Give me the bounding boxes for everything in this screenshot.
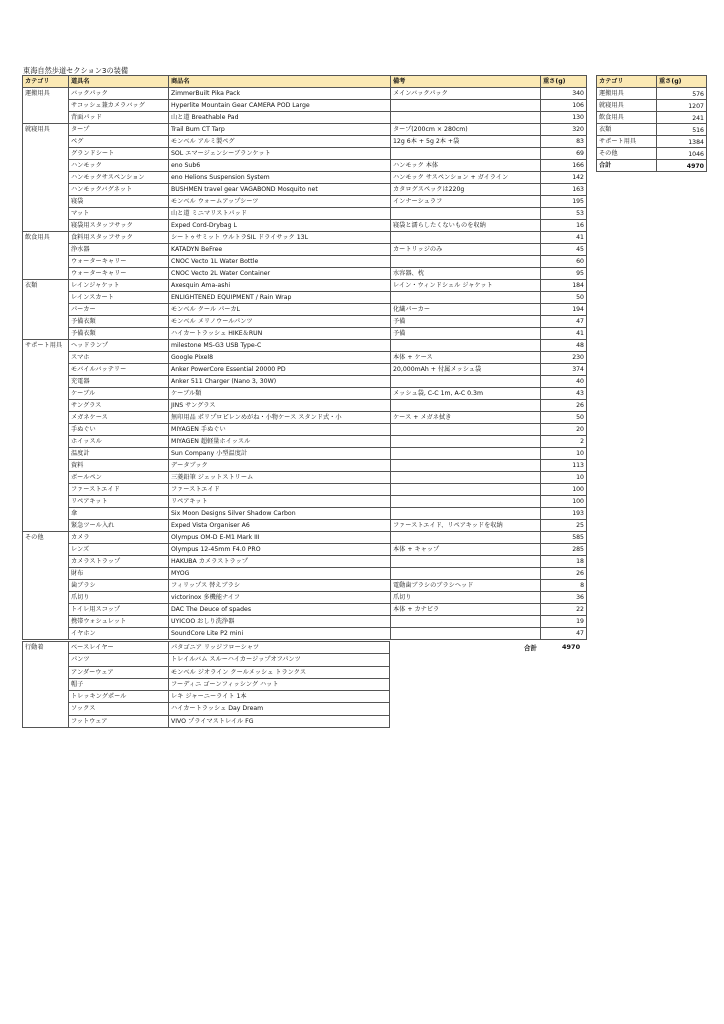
wear-row: [23, 666, 390, 678]
wear-product-cell: レキ ジャーニーライト 1本: [169, 691, 390, 703]
product-cell: 無印用品 ポリプロピレンめがね・小物ケース スタンド式・小: [169, 412, 391, 424]
product-cell: MYOG: [169, 568, 391, 580]
item-cell: 食料用スタッフサック: [69, 232, 169, 244]
weight-cell: 585: [541, 532, 587, 544]
summary-category-cell: サポート用具: [597, 136, 657, 148]
gear-table: [22, 75, 587, 640]
item-cell: レンズ: [69, 544, 169, 556]
note-cell: [391, 448, 541, 460]
weight-cell: 10: [541, 448, 587, 460]
product-cell: Six Moon Designs Silver Shadow Carbon: [169, 508, 391, 520]
weight-cell: 230: [541, 352, 587, 364]
table-row: [23, 604, 587, 616]
summary-weight-cell: 516: [657, 124, 707, 136]
note-cell: 水容器、枕: [391, 268, 541, 280]
table-row: [23, 196, 587, 208]
note-cell: タープ(200cm × 280cm): [391, 124, 541, 136]
note-cell: [391, 556, 541, 568]
gear-table-body: [23, 88, 587, 640]
category-cell: サポート用具: [23, 340, 69, 532]
product-cell: BUSHMEN travel gear VAGABOND Mosquito net: [169, 184, 391, 196]
item-cell: ウォーターキャリー: [69, 256, 169, 268]
table-row: [23, 484, 587, 496]
product-cell: 三菱鉛筆 ジェットストリーム: [169, 472, 391, 484]
table-row: [23, 508, 587, 520]
note-cell: ファーストエイド、リペアキッドを収納: [391, 520, 541, 532]
item-cell: モバイルバッテリー: [69, 364, 169, 376]
item-cell: 携帯ウォシュレット: [69, 616, 169, 628]
header-note: 備考: [391, 76, 541, 88]
weight-cell: 22: [541, 604, 587, 616]
item-cell: 傘: [69, 508, 169, 520]
product-cell: 山と道 Breathable Pad: [169, 112, 391, 124]
wear-row: [23, 678, 390, 690]
note-cell: [391, 292, 541, 304]
item-cell: カメラストラップ: [69, 556, 169, 568]
summary-weight-cell: 576: [657, 88, 707, 100]
note-cell: [391, 508, 541, 520]
table-row: [23, 520, 587, 532]
item-cell: 資料: [69, 460, 169, 472]
item-cell: ハンモックサスペンション: [69, 172, 169, 184]
note-cell: [391, 496, 541, 508]
weight-cell: 142: [541, 172, 587, 184]
header-weight: 重さ(g): [541, 76, 587, 88]
wear-product-cell: ハイカートラッシュ Day Dream: [169, 703, 390, 715]
summary-weight-cell: 4970: [657, 160, 707, 172]
wear-item-cell: トレッキングポール: [69, 691, 169, 703]
weight-cell: 50: [541, 412, 587, 424]
item-cell: ハンモックバグネット: [69, 184, 169, 196]
note-cell: 化繊パーカー: [391, 304, 541, 316]
note-cell: 予備: [391, 328, 541, 340]
weight-cell: 100: [541, 496, 587, 508]
wear-product-cell: モンベル ジオライン クールメッシュ トランクス: [169, 666, 390, 678]
weight-cell: 36: [541, 592, 587, 604]
summary-weight-cell: 1384: [657, 136, 707, 148]
wear-item-cell: 帽子: [69, 678, 169, 690]
item-cell: スマホ: [69, 352, 169, 364]
table-row: [23, 172, 587, 184]
note-cell: [391, 484, 541, 496]
note-cell: [391, 568, 541, 580]
summary-weight-cell: 241: [657, 112, 707, 124]
product-cell: CNOC Vecto 1L Water Bottle: [169, 256, 391, 268]
table-row: [23, 112, 587, 124]
wear-table: [22, 641, 390, 728]
product-cell: eno Helions Suspension System: [169, 172, 391, 184]
item-cell: サングラス: [69, 400, 169, 412]
table-row: [23, 460, 587, 472]
note-cell: [391, 472, 541, 484]
table-row: [23, 328, 587, 340]
note-cell: [391, 460, 541, 472]
product-cell: ファーストエイド: [169, 484, 391, 496]
table-row: [23, 424, 587, 436]
wear-row: [23, 654, 390, 666]
item-cell: ケーブル: [69, 388, 169, 400]
note-cell: カートリッジのみ: [391, 244, 541, 256]
table-row: [23, 244, 587, 256]
table-row: [23, 280, 587, 292]
note-cell: [391, 376, 541, 388]
wear-item-cell: フットウェア: [69, 715, 169, 727]
weight-cell: 106: [541, 100, 587, 112]
product-cell: Exped Vista Organiser A6: [169, 520, 391, 532]
item-cell: ハンモック: [69, 160, 169, 172]
product-cell: Olympus OM-D E-M1 Mark III: [169, 532, 391, 544]
summary-header-category: カテゴリ: [597, 76, 657, 88]
table-row: [23, 100, 587, 112]
item-cell: リペアキット: [69, 496, 169, 508]
summary-row: [597, 148, 707, 160]
weight-cell: 83: [541, 136, 587, 148]
product-cell: フィリップス 替えブラシ: [169, 580, 391, 592]
weight-cell: 285: [541, 544, 587, 556]
weight-cell: 41: [541, 232, 587, 244]
summary-row: [597, 112, 707, 124]
note-cell: 本体 + キャップ: [391, 544, 541, 556]
weight-cell: 10: [541, 472, 587, 484]
item-cell: バックパック: [69, 88, 169, 100]
item-cell: イヤホン: [69, 628, 169, 640]
item-cell: 財布: [69, 568, 169, 580]
item-cell: 寝袋用スタッフサック: [69, 220, 169, 232]
weight-cell: 8: [541, 580, 587, 592]
weight-cell: 195: [541, 196, 587, 208]
table-row: [23, 436, 587, 448]
summary-category-cell: 飲食用具: [597, 112, 657, 124]
product-cell: milestone MS-G3 USB Type-C: [169, 340, 391, 352]
weight-cell: 40: [541, 376, 587, 388]
product-cell: Olympus 12-45mm F4.0 PRO: [169, 544, 391, 556]
weight-cell: 130: [541, 112, 587, 124]
weight-cell: 45: [541, 244, 587, 256]
table-row: [23, 388, 587, 400]
product-cell: Hyperlite Mountain Gear CAMERA POD Large: [169, 100, 391, 112]
product-cell: ハイカートラッシュ HIKE＆RUN: [169, 328, 391, 340]
product-cell: Sun Company 小型温度計: [169, 448, 391, 460]
note-cell: 本体 + カナビラ: [391, 604, 541, 616]
note-cell: [391, 436, 541, 448]
summary-row: [597, 136, 707, 148]
note-cell: ハンモック 本体: [391, 160, 541, 172]
product-cell: victorinox 多機能ナイフ: [169, 592, 391, 604]
table-row: [23, 316, 587, 328]
category-cell: その他: [23, 532, 69, 640]
weight-cell: 193: [541, 508, 587, 520]
product-cell: モンベル ウォームアップシーツ: [169, 196, 391, 208]
table-row: [23, 124, 587, 136]
item-cell: サコッシュ兼カメラバッグ: [69, 100, 169, 112]
summary-weight-cell: 1046: [657, 148, 707, 160]
table-row: [23, 472, 587, 484]
product-cell: Trail Bum CT Tarp: [169, 124, 391, 136]
note-cell: 予備: [391, 316, 541, 328]
table-row: [23, 88, 587, 100]
table-row: [23, 364, 587, 376]
wear-product-cell: トレイルバム スルーハイカージップオフパンツ: [169, 654, 390, 666]
product-cell: Exped Cord-Drybag L: [169, 220, 391, 232]
product-cell: JINS サングラス: [169, 400, 391, 412]
gear-table-header: [23, 76, 587, 88]
table-row: [23, 340, 587, 352]
weight-cell: 18: [541, 556, 587, 568]
item-cell: ウォーターキャリー: [69, 268, 169, 280]
item-cell: 充電器: [69, 376, 169, 388]
weight-cell: 60: [541, 256, 587, 268]
weight-cell: 16: [541, 220, 587, 232]
summary-category-cell: 就寝用具: [597, 100, 657, 112]
table-row: [23, 616, 587, 628]
product-cell: ZimmerBuilt Pika Pack: [169, 88, 391, 100]
wear-product-cell: VIVO プライマストレイル FG: [169, 715, 390, 727]
weight-cell: 48: [541, 340, 587, 352]
wear-row: [23, 642, 390, 654]
item-cell: ファーストエイド: [69, 484, 169, 496]
summary-row: [597, 124, 707, 136]
table-row: [23, 220, 587, 232]
sheet-title: 東海自然歩道セクション3の装備: [23, 66, 129, 75]
product-cell: ケーブル類: [169, 388, 391, 400]
item-cell: カメラ: [69, 532, 169, 544]
product-cell: MIYAGEN 超軽量ホイッスル: [169, 436, 391, 448]
category-cell: 衣類: [23, 280, 69, 340]
wear-row: [23, 703, 390, 715]
summary-header: [597, 76, 707, 88]
table-row: [23, 544, 587, 556]
note-cell: 爪切り: [391, 592, 541, 604]
product-cell: Anker 511 Charger (Nano 3, 30W): [169, 376, 391, 388]
item-cell: ペグ: [69, 136, 169, 148]
note-cell: ケース + メガネ拭き: [391, 412, 541, 424]
item-cell: レインスカート: [69, 292, 169, 304]
table-row: [23, 448, 587, 460]
weight-cell: 374: [541, 364, 587, 376]
note-cell: 20,000mAh + 付属メッシュ袋: [391, 364, 541, 376]
table-row: [23, 580, 587, 592]
product-cell: DAC The Deuce of spades: [169, 604, 391, 616]
item-cell: 予備衣類: [69, 316, 169, 328]
category-cell: 就寝用具: [23, 124, 69, 232]
table-row: [23, 628, 587, 640]
note-cell: [391, 100, 541, 112]
item-cell: タープ: [69, 124, 169, 136]
weight-cell: 43: [541, 388, 587, 400]
note-cell: [391, 424, 541, 436]
item-cell: 緊急ツール入れ: [69, 520, 169, 532]
weight-cell: 113: [541, 460, 587, 472]
note-cell: 12g 6本 + 5g 2本 +袋: [391, 136, 541, 148]
category-cell: 運搬用具: [23, 88, 69, 124]
item-cell: グランドシート: [69, 148, 169, 160]
table-row: [23, 376, 587, 388]
note-cell: ハンモック サスペンション + ガイライン: [391, 172, 541, 184]
item-cell: 背面パッド: [69, 112, 169, 124]
item-cell: 浄水器: [69, 244, 169, 256]
item-cell: 温度計: [69, 448, 169, 460]
header-item: 道具名: [69, 76, 169, 88]
product-cell: KATADYN BeFree: [169, 244, 391, 256]
header-product: 商品名: [169, 76, 391, 88]
table-row: [23, 412, 587, 424]
product-cell: SoundCore Lite P2 mini: [169, 628, 391, 640]
weight-cell: 340: [541, 88, 587, 100]
summary-table: [596, 75, 707, 172]
product-cell: モンベル クール パーカL: [169, 304, 391, 316]
table-row: [23, 496, 587, 508]
summary-row: [597, 88, 707, 100]
weight-cell: 47: [541, 316, 587, 328]
note-cell: メインバックパック: [391, 88, 541, 100]
wear-item-cell: ベースレイヤー: [69, 642, 169, 654]
table-row: [23, 184, 587, 196]
item-cell: ヘッドランプ: [69, 340, 169, 352]
product-cell: ENLIGHTENED EQUIPMENT / Rain Wrap: [169, 292, 391, 304]
wear-item-cell: ソックス: [69, 703, 169, 715]
weight-cell: 163: [541, 184, 587, 196]
table-row: [23, 568, 587, 580]
weight-cell: 194: [541, 304, 587, 316]
product-cell: CNOC Vecto 2L Water Container: [169, 268, 391, 280]
note-cell: 寝袋と濡らしたくないものを収納: [391, 220, 541, 232]
item-cell: 爪切り: [69, 592, 169, 604]
note-cell: メッシュ袋, C-C 1m, A-C 0.3m: [391, 388, 541, 400]
wear-item-cell: パンツ: [69, 654, 169, 666]
summary-row: [597, 100, 707, 112]
wear-row: [23, 691, 390, 703]
weight-cell: 50: [541, 292, 587, 304]
note-cell: インナーシュラフ: [391, 196, 541, 208]
table-row: [23, 256, 587, 268]
note-cell: カタログスペックは220g: [391, 184, 541, 196]
item-cell: レインジャケット: [69, 280, 169, 292]
weight-cell: 100: [541, 484, 587, 496]
item-cell: 寝袋: [69, 196, 169, 208]
item-cell: トイレ用スコップ: [69, 604, 169, 616]
weight-cell: 19: [541, 616, 587, 628]
weight-cell: 25: [541, 520, 587, 532]
table-row: [23, 532, 587, 544]
product-cell: Anker PowerCore Essential 20000 PD: [169, 364, 391, 376]
summary-category-cell: 衣類: [597, 124, 657, 136]
wear-table-body: [23, 642, 390, 728]
note-cell: [391, 256, 541, 268]
item-cell: 手ぬぐい: [69, 424, 169, 436]
item-cell: パーカー: [69, 304, 169, 316]
grand-total-label: 合計: [524, 644, 537, 652]
summary-weight-cell: 1207: [657, 100, 707, 112]
weight-cell: 53: [541, 208, 587, 220]
product-cell: データブック: [169, 460, 391, 472]
table-row: [23, 268, 587, 280]
item-cell: ホイッスル: [69, 436, 169, 448]
grand-total-value: 4970: [562, 643, 581, 651]
table-row: [23, 136, 587, 148]
note-cell: [391, 208, 541, 220]
note-cell: [391, 532, 541, 544]
weight-cell: 320: [541, 124, 587, 136]
category-cell: 飲食用具: [23, 232, 69, 280]
weight-cell: 26: [541, 400, 587, 412]
wear-product-cell: パタゴニア リッジフローシャツ: [169, 642, 390, 654]
note-cell: [391, 616, 541, 628]
table-row: [23, 292, 587, 304]
note-cell: 電動歯ブラシのブラシヘッド: [391, 580, 541, 592]
weight-cell: 20: [541, 424, 587, 436]
item-cell: 予備衣類: [69, 328, 169, 340]
weight-cell: 2: [541, 436, 587, 448]
table-row: [23, 592, 587, 604]
item-cell: 歯ブラシ: [69, 580, 169, 592]
summary-category-cell: その他: [597, 148, 657, 160]
product-cell: モンベル アルミ製ペグ: [169, 136, 391, 148]
item-cell: ボールペン: [69, 472, 169, 484]
product-cell: 山と道 ミニマリストパッド: [169, 208, 391, 220]
product-cell: SOL エマージェンシーブランケット: [169, 148, 391, 160]
header-category: カテゴリ: [23, 76, 69, 88]
weight-cell: 26: [541, 568, 587, 580]
product-cell: MIYAGEN 手ぬぐい: [169, 424, 391, 436]
weight-cell: 95: [541, 268, 587, 280]
summary-category-cell: 運搬用具: [597, 88, 657, 100]
note-cell: [391, 148, 541, 160]
table-row: [23, 160, 587, 172]
table-row: [23, 352, 587, 364]
wear-item-cell: アンダーウェア: [69, 666, 169, 678]
weight-cell: 47: [541, 628, 587, 640]
item-cell: メガネケース: [69, 412, 169, 424]
note-cell: [391, 112, 541, 124]
table-row: [23, 232, 587, 244]
note-cell: [391, 340, 541, 352]
product-cell: Google Pixel8: [169, 352, 391, 364]
weight-cell: 69: [541, 148, 587, 160]
product-cell: リペアキット: [169, 496, 391, 508]
summary-total-row: [597, 160, 707, 172]
summary-category-cell: 合計: [597, 160, 657, 172]
note-cell: [391, 232, 541, 244]
product-cell: HAKUBA カメラストラップ: [169, 556, 391, 568]
note-cell: 本体 + ケース: [391, 352, 541, 364]
summary-table-body: [597, 88, 707, 172]
note-cell: [391, 628, 541, 640]
product-cell: eno Sub6: [169, 160, 391, 172]
table-row: [23, 304, 587, 316]
weight-cell: 166: [541, 160, 587, 172]
product-cell: UYICOO おしり洗浄器: [169, 616, 391, 628]
weight-cell: 41: [541, 328, 587, 340]
summary-header-weight: 重さ(g): [657, 76, 707, 88]
item-cell: マット: [69, 208, 169, 220]
product-cell: Axesquin Ama-ashi: [169, 280, 391, 292]
product-cell: モンベル メリノウールパンツ: [169, 316, 391, 328]
weight-cell: 184: [541, 280, 587, 292]
product-cell: シートゥサミット ウルトラSIL ドライサック 13L: [169, 232, 391, 244]
wear-row: [23, 715, 390, 727]
table-row: [23, 400, 587, 412]
wear-category-cell: 行動着: [23, 642, 69, 728]
note-cell: レイン・ウィンドシェル ジャケット: [391, 280, 541, 292]
note-cell: [391, 400, 541, 412]
table-row: [23, 148, 587, 160]
table-row: [23, 208, 587, 220]
table-row: [23, 556, 587, 568]
wear-product-cell: フーディニ ゴーンフィッシング ハット: [169, 678, 390, 690]
